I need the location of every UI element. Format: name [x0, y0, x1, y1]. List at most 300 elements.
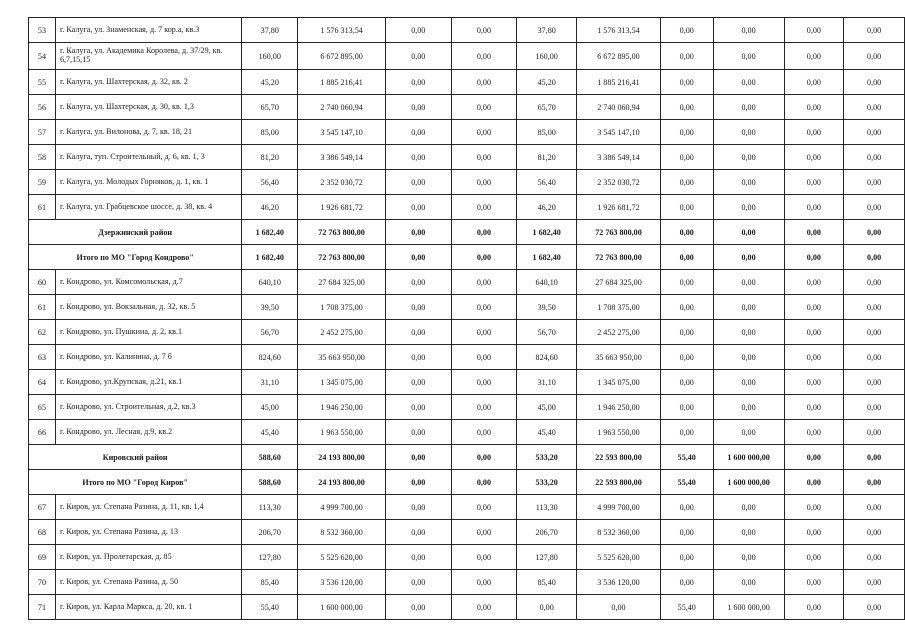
value-cell: 85,40 [517, 570, 577, 595]
row-number: 67 [29, 495, 56, 520]
value-cell: 0,00 [713, 43, 784, 70]
value-cell: 55,40 [242, 595, 298, 620]
value-cell: 65,70 [517, 95, 577, 120]
value-cell: 0,00 [844, 545, 905, 570]
value-cell: 0,00 [844, 520, 905, 545]
value-cell: 6 672 895,00 [298, 43, 386, 70]
value-cell: 0,00 [385, 345, 451, 370]
value-cell: 3 536 120,00 [577, 570, 661, 595]
value-cell: 27 684 325,00 [298, 270, 386, 295]
table-row [29, 545, 905, 570]
value-cell: 588,60 [242, 445, 298, 470]
value-cell: 0,00 [844, 170, 905, 195]
value-cell: 160,00 [517, 43, 577, 70]
value-cell: 1 682,40 [517, 245, 577, 270]
row-number: 64 [29, 370, 56, 395]
value-cell: 0,00 [385, 545, 451, 570]
value-cell: 2 352 030,72 [577, 170, 661, 195]
value-cell: 37,80 [242, 18, 298, 43]
value-cell: 45,00 [242, 395, 298, 420]
value-cell: 0,00 [784, 345, 844, 370]
value-cell: 0,00 [844, 495, 905, 520]
value-cell: 1 576 313,54 [298, 18, 386, 43]
row-number: 61 [29, 295, 56, 320]
value-cell: 5 525 620,00 [577, 545, 661, 570]
value-cell: 1 682,40 [517, 220, 577, 245]
value-cell: 1 946 250,00 [577, 395, 661, 420]
value-cell: 0,00 [844, 320, 905, 345]
value-cell: 0,00 [784, 320, 844, 345]
value-cell: 0,00 [713, 145, 784, 170]
value-cell: 37,80 [517, 18, 577, 43]
value-cell: 8 532 360,00 [577, 520, 661, 545]
value-cell: 24 193 800,00 [298, 445, 386, 470]
value-cell: 0,00 [385, 445, 451, 470]
value-cell: 0,00 [660, 520, 713, 545]
value-cell: 0,00 [451, 295, 517, 320]
value-cell: 0,00 [385, 70, 451, 95]
subtotal-label: Итого по МО "Город Кондрово" [29, 245, 242, 270]
table-row [29, 195, 905, 220]
address-cell: г. Кондрово, ул. Вокзальная, д. 32, кв. 5 [55, 295, 241, 320]
table-row [29, 345, 905, 370]
value-cell: 0,00 [660, 395, 713, 420]
value-cell: 0,00 [660, 170, 713, 195]
value-cell: 0,00 [385, 495, 451, 520]
value-cell: 0,00 [660, 570, 713, 595]
value-cell: 4 999 700,00 [298, 495, 386, 520]
value-cell: 0,00 [385, 470, 451, 495]
value-cell: 1 600 000,00 [298, 595, 386, 620]
subtotal-label: Итого по МО "Город Киров" [29, 470, 242, 495]
address-cell: г. Кондрово, ул. Строительная, д.2, кв.3 [55, 395, 241, 420]
value-cell: 0,00 [713, 570, 784, 595]
value-cell: 0,00 [844, 445, 905, 470]
address-cell: г. Киров, ул. Степана Разина, д. 50 [55, 570, 241, 595]
value-cell: 0,00 [385, 95, 451, 120]
value-cell: 81,20 [242, 145, 298, 170]
value-cell: 0,00 [385, 570, 451, 595]
value-cell: 824,60 [517, 345, 577, 370]
table-row [29, 320, 905, 345]
value-cell: 0,00 [517, 595, 577, 620]
value-cell: 1 600 000,00 [713, 445, 784, 470]
address-cell: г. Киров, ул. Степана Разина, д. 13 [55, 520, 241, 545]
value-cell: 0,00 [451, 395, 517, 420]
value-cell: 85,40 [242, 570, 298, 595]
value-cell: 0,00 [451, 595, 517, 620]
table-row [29, 145, 905, 170]
value-cell: 3 536 120,00 [298, 570, 386, 595]
value-cell: 0,00 [713, 320, 784, 345]
value-cell: 81,20 [517, 145, 577, 170]
value-cell: 1 926 681,72 [298, 195, 386, 220]
subtotal-row [29, 470, 905, 495]
value-cell: 0,00 [713, 270, 784, 295]
value-cell: 1 926 681,72 [577, 195, 661, 220]
table-row [29, 43, 905, 70]
value-cell: 72 763 800,00 [577, 245, 661, 270]
value-cell: 0,00 [784, 420, 844, 445]
value-cell: 0,00 [660, 95, 713, 120]
value-cell: 0,00 [784, 245, 844, 270]
value-cell: 0,00 [451, 470, 517, 495]
value-cell: 640,10 [517, 270, 577, 295]
value-cell: 2 740 060,94 [298, 95, 386, 120]
value-cell: 1 963 550,00 [577, 420, 661, 445]
value-cell: 0,00 [660, 18, 713, 43]
value-cell: 0,00 [844, 570, 905, 595]
subtotal-label: Дзержинский район [29, 220, 242, 245]
row-number: 54 [29, 43, 56, 70]
value-cell: 22 593 800,00 [577, 470, 661, 495]
value-cell: 8 532 360,00 [298, 520, 386, 545]
value-cell: 0,00 [844, 120, 905, 145]
value-cell: 533,20 [517, 445, 577, 470]
value-cell: 3 545 147,10 [298, 120, 386, 145]
value-cell: 0,00 [451, 270, 517, 295]
value-cell: 0,00 [784, 395, 844, 420]
row-number: 62 [29, 320, 56, 345]
value-cell: 0,00 [844, 145, 905, 170]
value-cell: 0,00 [660, 270, 713, 295]
value-cell: 113,30 [242, 495, 298, 520]
value-cell: 0,00 [451, 245, 517, 270]
value-cell: 0,00 [451, 495, 517, 520]
value-cell: 1 600 000,00 [713, 595, 784, 620]
row-number: 57 [29, 120, 56, 145]
value-cell: 0,00 [713, 495, 784, 520]
value-cell: 0,00 [385, 195, 451, 220]
value-cell: 39,50 [517, 295, 577, 320]
address-cell: г. Калуга, ул. Знаменская, д. 7 кор.а, кв.3 [55, 18, 241, 43]
value-cell: 85,00 [517, 120, 577, 145]
value-cell: 0,00 [385, 395, 451, 420]
value-cell: 0,00 [385, 245, 451, 270]
value-cell: 0,00 [451, 520, 517, 545]
value-cell: 206,70 [242, 520, 298, 545]
value-cell: 0,00 [660, 70, 713, 95]
value-cell: 0,00 [385, 43, 451, 70]
value-cell: 0,00 [660, 245, 713, 270]
value-cell: 0,00 [844, 295, 905, 320]
value-cell: 1 576 313,54 [577, 18, 661, 43]
address-cell: г. Калуга, ул. Шахтерская, д. 32, кв. 2 [55, 70, 241, 95]
row-number: 56 [29, 95, 56, 120]
value-cell: 0,00 [451, 170, 517, 195]
value-cell: 0,00 [784, 545, 844, 570]
value-cell: 0,00 [844, 420, 905, 445]
value-cell: 0,00 [660, 295, 713, 320]
table-row [29, 395, 905, 420]
value-cell: 45,20 [242, 70, 298, 95]
value-cell: 0,00 [844, 395, 905, 420]
value-cell: 0,00 [844, 345, 905, 370]
table-row [29, 520, 905, 545]
value-cell: 1 708 375,00 [577, 295, 661, 320]
row-number: 68 [29, 520, 56, 545]
value-cell: 0,00 [385, 420, 451, 445]
value-cell: 65,70 [242, 95, 298, 120]
address-cell: г. Кондрово, ул. Лесная, д.9, кв.2 [55, 420, 241, 445]
value-cell: 45,40 [517, 420, 577, 445]
value-cell: 1 682,40 [242, 220, 298, 245]
value-cell: 45,20 [517, 70, 577, 95]
value-cell: 588,60 [242, 470, 298, 495]
value-cell: 0,00 [385, 320, 451, 345]
value-cell: 0,00 [784, 95, 844, 120]
table-row [29, 370, 905, 395]
value-cell: 46,20 [242, 195, 298, 220]
value-cell: 0,00 [713, 70, 784, 95]
address-cell: г. Кондрово, ул. Комсомольская, д.7 [55, 270, 241, 295]
value-cell: 0,00 [385, 18, 451, 43]
value-cell: 113,30 [517, 495, 577, 520]
value-cell: 0,00 [713, 245, 784, 270]
subtotal-row [29, 245, 905, 270]
value-cell: 160,00 [242, 43, 298, 70]
value-cell: 2 352 030,72 [298, 170, 386, 195]
value-cell: 0,00 [784, 495, 844, 520]
value-cell: 0,00 [844, 470, 905, 495]
row-number: 70 [29, 570, 56, 595]
value-cell: 640,10 [242, 270, 298, 295]
value-cell: 24 193 800,00 [298, 470, 386, 495]
value-cell: 56,70 [242, 320, 298, 345]
address-cell: г. Калуга, ул. Грабцевское шоссе, д. 38, кв. 4 [55, 195, 241, 220]
value-cell: 1 682,40 [242, 245, 298, 270]
value-cell: 39,50 [242, 295, 298, 320]
value-cell: 0,00 [784, 520, 844, 545]
value-cell: 55,40 [660, 445, 713, 470]
address-cell: г. Кондрово, ул. Пушкина, д. 2, кв.1 [55, 320, 241, 345]
value-cell: 0,00 [844, 18, 905, 43]
value-cell: 0,00 [713, 220, 784, 245]
value-cell: 27 684 325,00 [577, 270, 661, 295]
value-cell: 0,00 [451, 345, 517, 370]
value-cell: 0,00 [660, 145, 713, 170]
value-cell: 0,00 [844, 195, 905, 220]
value-cell: 46,20 [517, 195, 577, 220]
value-cell: 0,00 [660, 370, 713, 395]
value-cell: 127,80 [517, 545, 577, 570]
row-number: 66 [29, 420, 56, 445]
row-number: 58 [29, 145, 56, 170]
value-cell: 0,00 [713, 170, 784, 195]
value-cell: 72 763 800,00 [577, 220, 661, 245]
value-cell: 22 593 800,00 [577, 445, 661, 470]
value-cell: 0,00 [660, 345, 713, 370]
table-row [29, 495, 905, 520]
value-cell: 0,00 [660, 495, 713, 520]
value-cell: 0,00 [784, 43, 844, 70]
value-cell: 4 999 700,00 [577, 495, 661, 520]
value-cell: 0,00 [660, 43, 713, 70]
row-number: 69 [29, 545, 56, 570]
value-cell: 0,00 [784, 445, 844, 470]
value-cell: 1 885 216,41 [298, 70, 386, 95]
value-cell: 0,00 [451, 320, 517, 345]
value-cell: 0,00 [385, 520, 451, 545]
table-row [29, 420, 905, 445]
value-cell: 3 545 147,10 [577, 120, 661, 145]
table-row [29, 570, 905, 595]
value-cell: 0,00 [385, 595, 451, 620]
value-cell: 0,00 [385, 120, 451, 145]
value-cell: 0,00 [784, 195, 844, 220]
value-cell: 0,00 [385, 170, 451, 195]
value-cell: 1 885 216,41 [577, 70, 661, 95]
value-cell: 0,00 [451, 570, 517, 595]
subtotal-label: Кировский район [29, 445, 242, 470]
table-row [29, 295, 905, 320]
value-cell: 55,40 [660, 470, 713, 495]
value-cell: 0,00 [451, 545, 517, 570]
value-cell: 1 963 550,00 [298, 420, 386, 445]
value-cell: 1 345 075,00 [577, 370, 661, 395]
value-cell: 5 525 620,00 [298, 545, 386, 570]
row-number: 59 [29, 170, 56, 195]
value-cell: 0,00 [660, 420, 713, 445]
value-cell: 31,10 [242, 370, 298, 395]
value-cell: 2 452 275,00 [577, 320, 661, 345]
address-cell: г. Калуга, ул. Академика Королева, д. 37/29, кв. 6,7,15,15 [55, 43, 241, 70]
property-table [28, 17, 905, 620]
value-cell: 0,00 [385, 270, 451, 295]
value-cell: 0,00 [385, 370, 451, 395]
address-cell: г. Киров, ул. Пролетарская, д. 85 [55, 545, 241, 570]
value-cell: 56,40 [242, 170, 298, 195]
value-cell: 0,00 [784, 170, 844, 195]
value-cell: 0,00 [660, 220, 713, 245]
table-row [29, 95, 905, 120]
table-body [29, 18, 905, 620]
value-cell: 0,00 [784, 120, 844, 145]
value-cell: 35 663 950,00 [577, 345, 661, 370]
value-cell: 2 452 275,00 [298, 320, 386, 345]
address-cell: г. Кондрово, ул.Крупская, д.21, кв.1 [55, 370, 241, 395]
value-cell: 0,00 [844, 70, 905, 95]
value-cell: 0,00 [844, 595, 905, 620]
row-number: 63 [29, 345, 56, 370]
value-cell: 0,00 [385, 145, 451, 170]
value-cell: 0,00 [713, 295, 784, 320]
row-number: 55 [29, 70, 56, 95]
value-cell: 72 763 800,00 [298, 245, 386, 270]
address-cell: г. Калуга, туп. Строительный, д. 6, кв. 1, 3 [55, 145, 241, 170]
value-cell: 0,00 [660, 320, 713, 345]
value-cell: 1 946 250,00 [298, 395, 386, 420]
value-cell: 0,00 [451, 120, 517, 145]
value-cell: 55,40 [660, 595, 713, 620]
table-row [29, 120, 905, 145]
value-cell: 127,80 [242, 545, 298, 570]
table-row [29, 70, 905, 95]
value-cell: 0,00 [660, 545, 713, 570]
value-cell: 0,00 [713, 420, 784, 445]
value-cell: 824,60 [242, 345, 298, 370]
value-cell: 0,00 [784, 220, 844, 245]
row-number: 60 [29, 270, 56, 295]
value-cell: 1 345 075,00 [298, 370, 386, 395]
value-cell: 0,00 [784, 595, 844, 620]
value-cell: 35 663 950,00 [298, 345, 386, 370]
value-cell: 0,00 [713, 345, 784, 370]
value-cell: 0,00 [844, 43, 905, 70]
value-cell: 56,70 [517, 320, 577, 345]
value-cell: 0,00 [660, 120, 713, 145]
row-number: 65 [29, 395, 56, 420]
address-cell: г. Калуга, ул. Шахтерская, д. 30, кв. 1,3 [55, 95, 241, 120]
value-cell: 0,00 [451, 420, 517, 445]
value-cell: 0,00 [784, 70, 844, 95]
subtotal-row [29, 445, 905, 470]
value-cell: 0,00 [713, 545, 784, 570]
value-cell: 3 386 549,14 [577, 145, 661, 170]
table-row [29, 270, 905, 295]
value-cell: 0,00 [713, 18, 784, 43]
value-cell: 56,40 [517, 170, 577, 195]
value-cell: 2 740 060,94 [577, 95, 661, 120]
subtotal-row [29, 220, 905, 245]
value-cell: 0,00 [713, 120, 784, 145]
row-number: 53 [29, 18, 56, 43]
value-cell: 0,00 [451, 18, 517, 43]
value-cell: 0,00 [451, 70, 517, 95]
table-row [29, 18, 905, 43]
value-cell: 0,00 [451, 195, 517, 220]
row-number: 71 [29, 595, 56, 620]
table-row [29, 170, 905, 195]
table-row [29, 595, 905, 620]
value-cell: 0,00 [844, 245, 905, 270]
value-cell: 0,00 [451, 95, 517, 120]
value-cell: 0,00 [451, 145, 517, 170]
value-cell: 0,00 [784, 145, 844, 170]
row-number: 61 [29, 195, 56, 220]
value-cell: 0,00 [784, 370, 844, 395]
value-cell: 0,00 [451, 445, 517, 470]
address-cell: г. Кондрово, ул. Калинина, д. 7 б [55, 345, 241, 370]
value-cell: 0,00 [451, 370, 517, 395]
value-cell: 0,00 [577, 595, 661, 620]
value-cell: 45,40 [242, 420, 298, 445]
value-cell: 0,00 [385, 295, 451, 320]
value-cell: 0,00 [713, 370, 784, 395]
value-cell: 1 600 000,00 [713, 470, 784, 495]
value-cell: 0,00 [844, 220, 905, 245]
value-cell: 85,00 [242, 120, 298, 145]
value-cell: 0,00 [784, 270, 844, 295]
value-cell: 72 763 800,00 [298, 220, 386, 245]
value-cell: 0,00 [713, 195, 784, 220]
value-cell: 0,00 [660, 195, 713, 220]
value-cell: 0,00 [784, 470, 844, 495]
value-cell: 0,00 [844, 370, 905, 395]
value-cell: 0,00 [451, 43, 517, 70]
address-cell: г. Киров, ул. Степана Разина, д. 11, кв. 1,4 [55, 495, 241, 520]
value-cell: 0,00 [784, 18, 844, 43]
address-cell: г. Калуга, ул. Вилонова, д. 7, кв. 18, 21 [55, 120, 241, 145]
address-cell: г. Калуга, ул. Молодых Горняков, д. 1, кв. 1 [55, 170, 241, 195]
value-cell: 6 672 895,00 [577, 43, 661, 70]
value-cell: 0,00 [713, 95, 784, 120]
value-cell: 0,00 [784, 570, 844, 595]
value-cell: 0,00 [713, 395, 784, 420]
value-cell: 0,00 [385, 220, 451, 245]
value-cell: 0,00 [784, 295, 844, 320]
value-cell: 3 386 549,14 [298, 145, 386, 170]
